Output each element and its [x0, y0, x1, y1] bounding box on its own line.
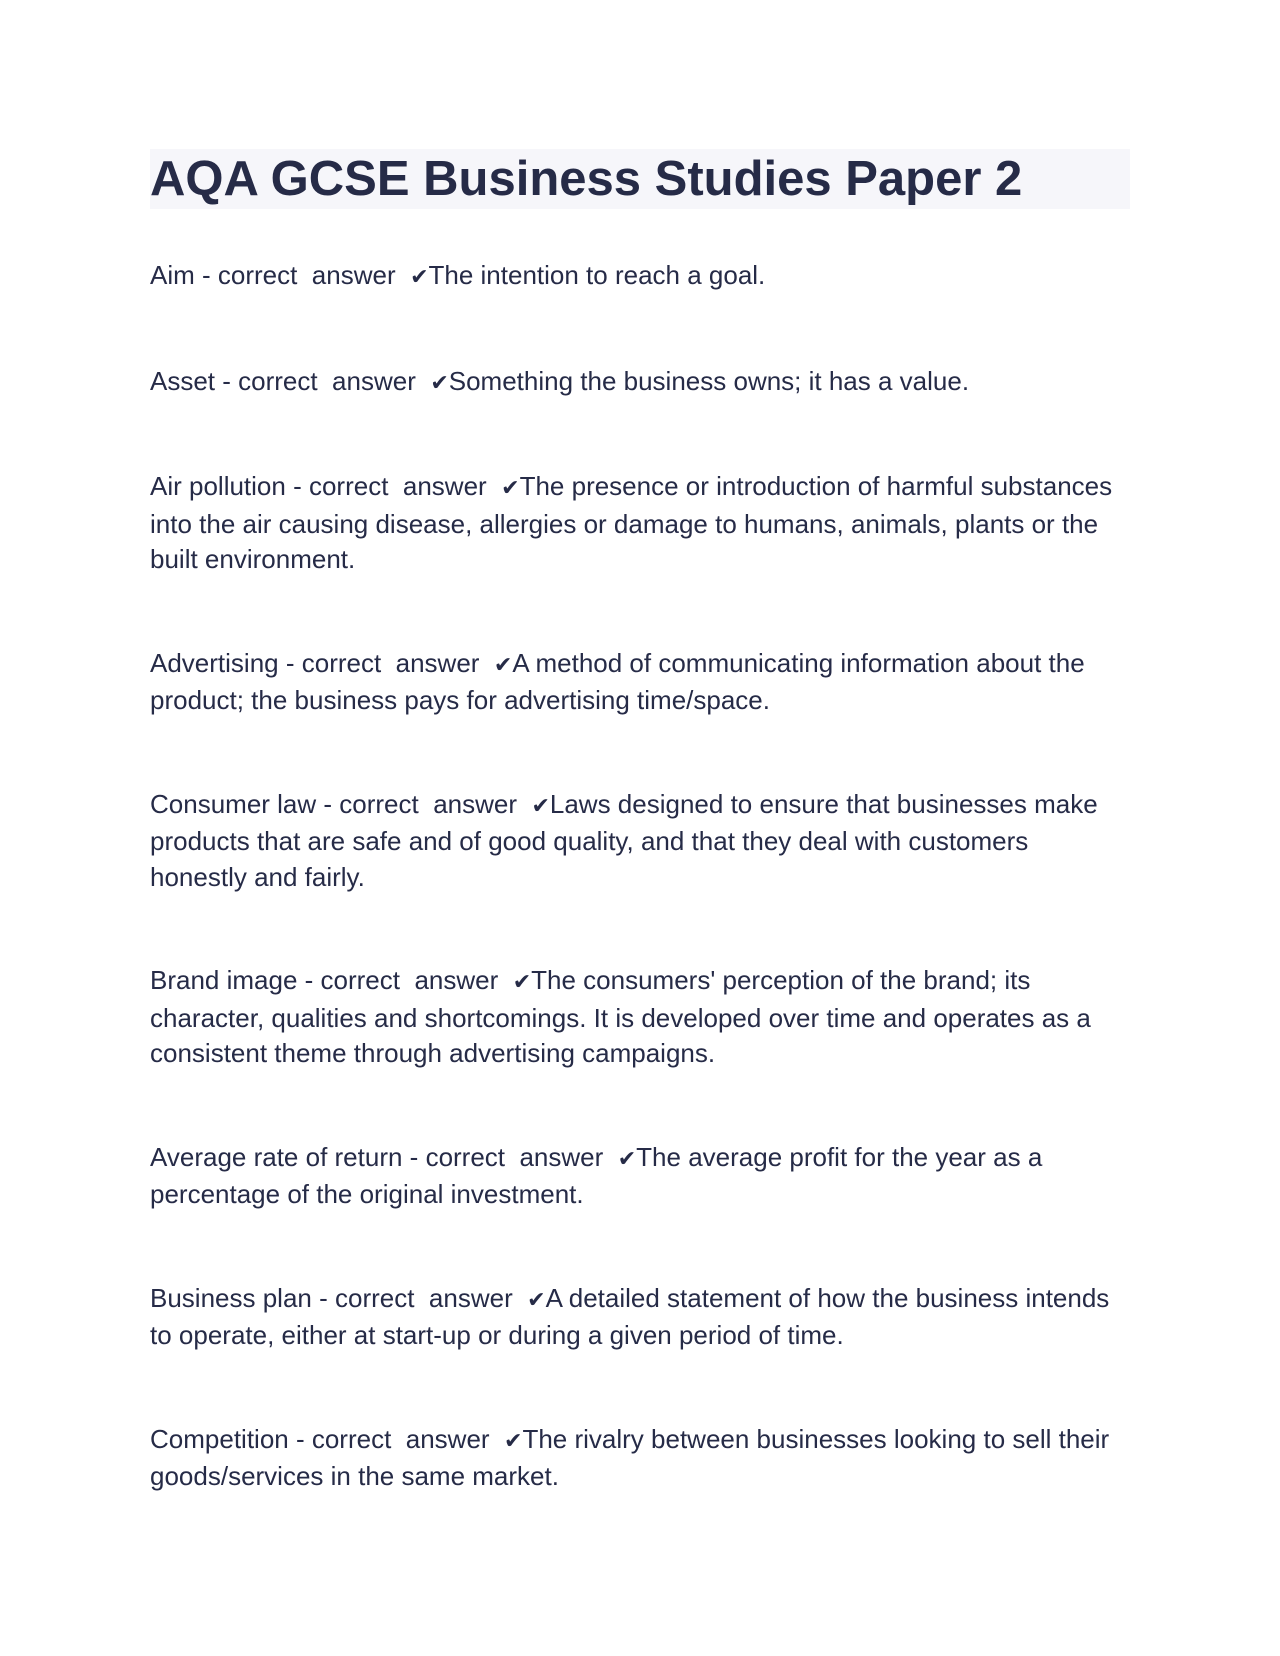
entry-term: Brand image — [150, 965, 298, 995]
entry-separator: - — [316, 788, 340, 819]
entry-term: Asset — [150, 365, 216, 396]
entry — [150, 787, 1130, 896]
entry — [150, 1281, 1130, 1354]
entry-separator: - — [311, 1282, 335, 1313]
entry-definition: The intention to reach a goal. — [428, 260, 766, 290]
answer-label: correct answer — [339, 788, 532, 819]
entry-definition: The average profit for the year as a percentage of the original investment. — [150, 1141, 1050, 1209]
check-icon: ✔ — [504, 1428, 523, 1454]
entry — [150, 1422, 1130, 1495]
entry-term: Advertising — [150, 647, 279, 678]
check-icon: ✔ — [531, 793, 550, 819]
entry-separator: - — [215, 365, 239, 396]
entry-term: Air pollution — [150, 471, 286, 501]
entry-term: Business plan — [150, 1282, 312, 1313]
entry-term: Consumer law — [150, 788, 317, 819]
check-icon: ✔ — [617, 1146, 637, 1172]
entry — [150, 1140, 1130, 1213]
entry — [150, 364, 1130, 402]
entry-definition: Something the business owns; it has a value. — [448, 365, 970, 396]
check-icon: ✔ — [430, 370, 449, 396]
answer-label: correct answer — [311, 1423, 505, 1454]
entry-term: Aim — [150, 260, 195, 290]
entry-separator: - — [194, 260, 218, 290]
entry-separator: - — [288, 1423, 312, 1454]
entry-definition: The presence or introduction of harmful substances into the air causing disease, allergies or damage to humans, animals, plants or the built environment. — [150, 471, 1120, 574]
entry-term: Competition — [150, 1423, 289, 1454]
entry-definition: Laws designed to ensure that businesses make products that are safe and of good quality, and that they deal with customers honestly and fairly. — [150, 788, 1105, 892]
entry — [150, 469, 1130, 578]
entry-separator: - — [278, 647, 302, 678]
entry-list — [150, 258, 1130, 1495]
answer-label: correct answer — [238, 365, 431, 396]
answer-label: correct answer — [308, 471, 502, 501]
answer-label: correct answer — [301, 647, 494, 678]
entry — [150, 646, 1130, 719]
entry-definition: A method of communicating information about the product; the business pays for advertising time/space. — [150, 647, 1092, 715]
title-bar — [150, 149, 1130, 209]
answer-label: correct answer — [335, 1282, 528, 1313]
entry-term: Average rate of return — [150, 1141, 403, 1172]
document-page — [150, 149, 1130, 1563]
answer-label: correct answer — [320, 965, 513, 995]
entry-separator: - — [285, 471, 309, 501]
entry — [150, 963, 1130, 1072]
entry-separator: - — [297, 965, 321, 995]
entry-separator: - — [402, 1141, 426, 1172]
page-title: AQA GCSE Business Studies Paper 2 — [150, 152, 1023, 206]
answer-label: correct answer — [217, 260, 411, 290]
check-icon: ✔ — [493, 652, 513, 678]
check-icon: ✔ — [512, 970, 532, 995]
entry-definition: The consumers' perception of the brand; its character, qualities and shortcomings. It is developed over time and operates as a consistent theme through advertising campaigns. — [150, 965, 1099, 1068]
entry — [150, 258, 1130, 296]
answer-label: correct answer — [425, 1141, 618, 1172]
check-icon: ✔ — [501, 476, 520, 501]
entry-definition: The rivalry between businesses looking to sell their goods/services in the same market. — [150, 1423, 1117, 1491]
check-icon: ✔ — [527, 1287, 546, 1313]
check-icon: ✔ — [410, 265, 429, 290]
entry-definition: A detailed statement of how the business intends to operate, either at start-up or during a given period of time. — [150, 1282, 1117, 1350]
